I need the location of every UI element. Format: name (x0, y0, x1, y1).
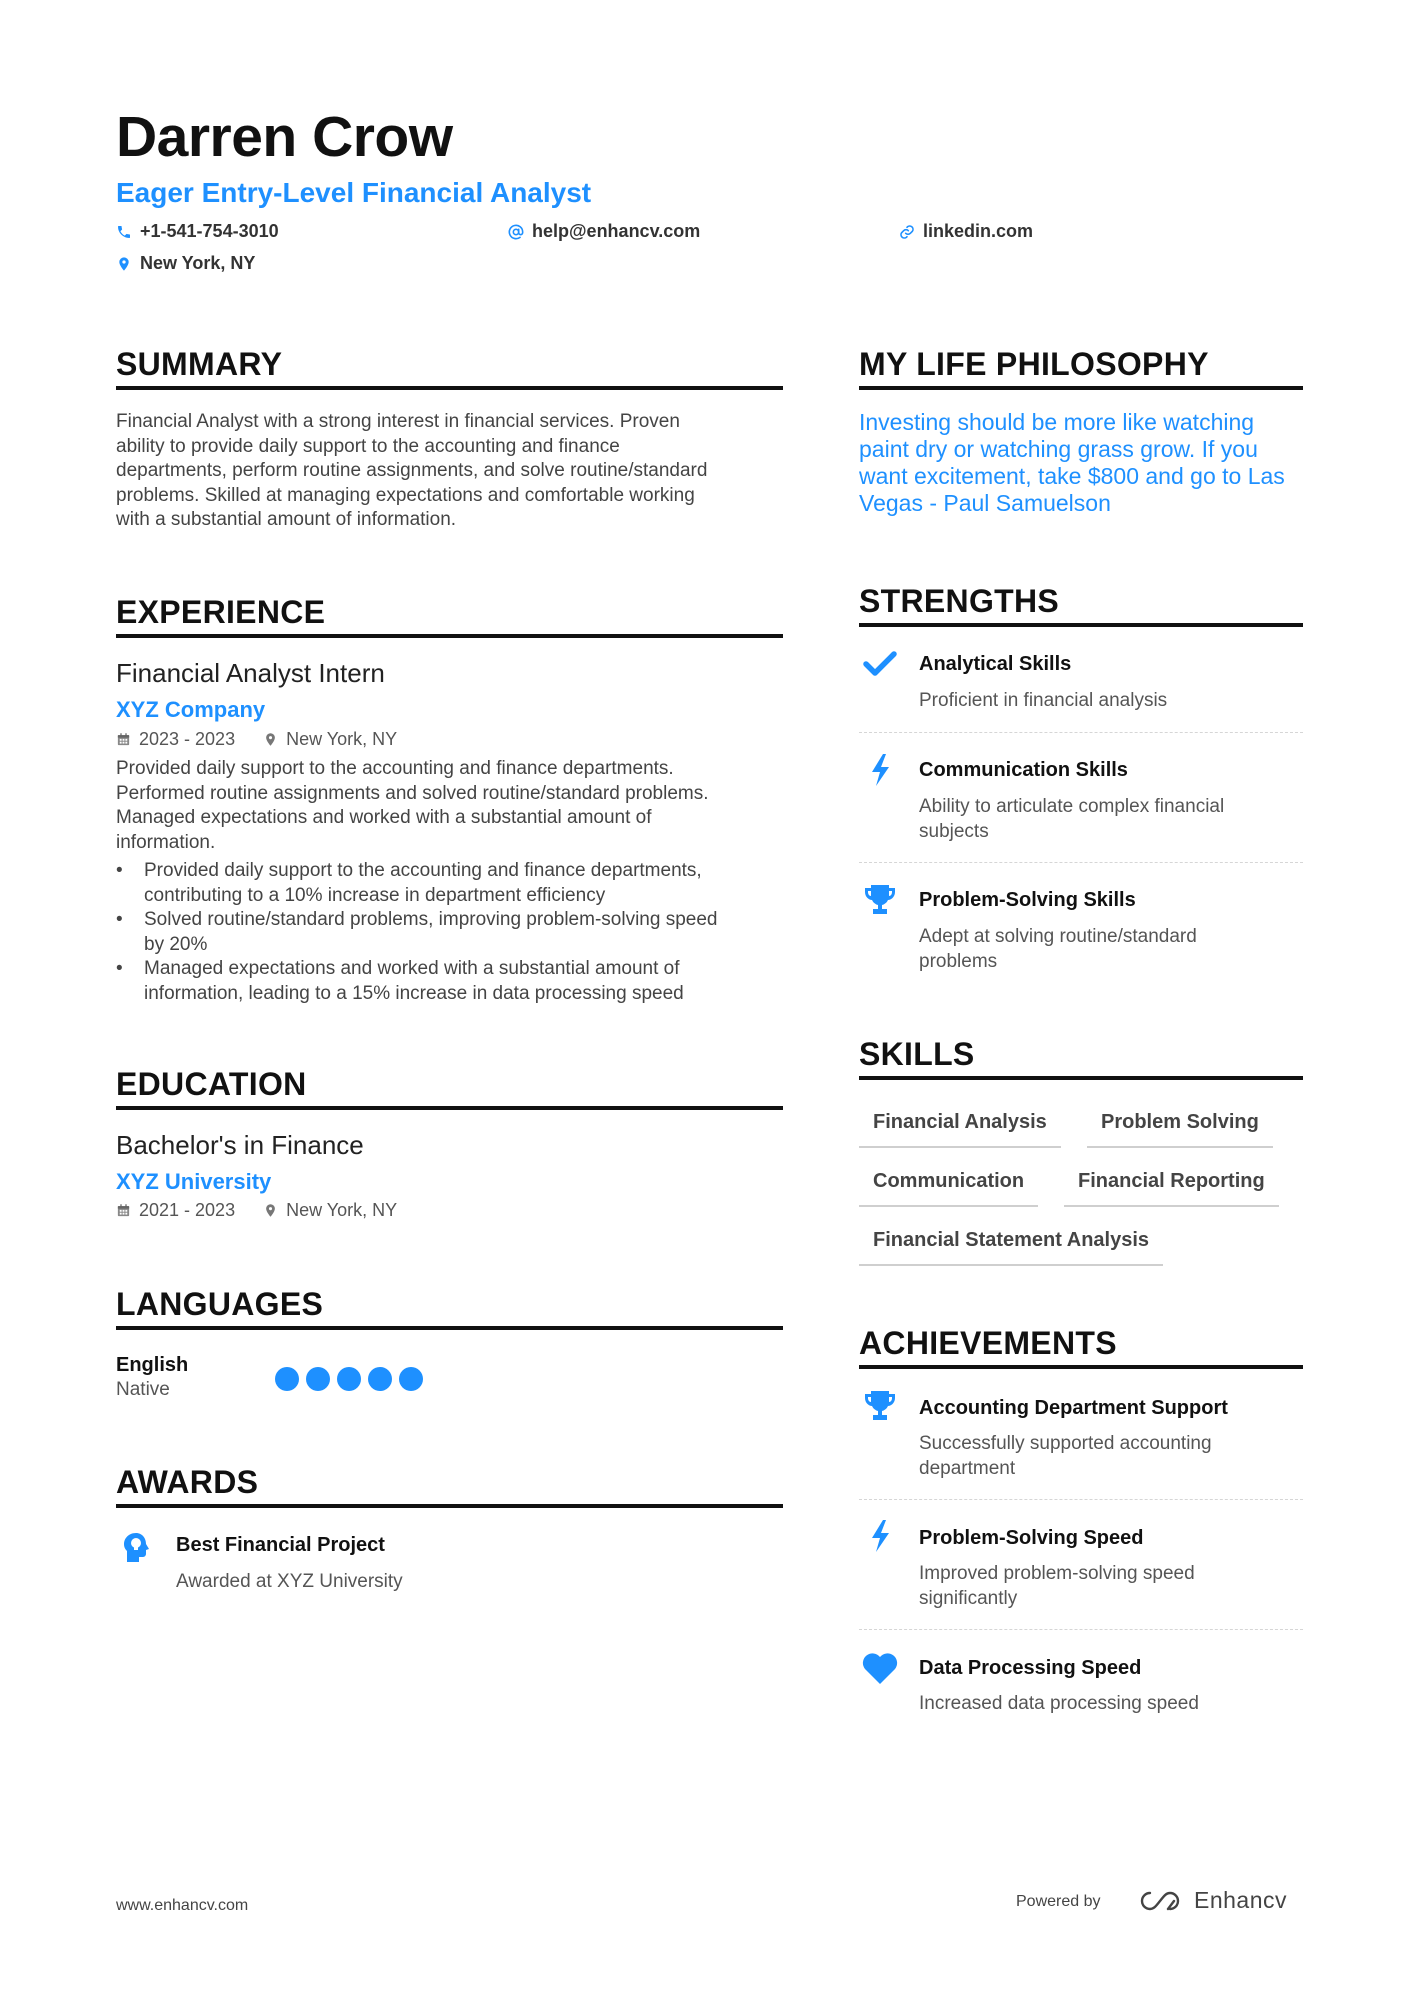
philosophy-line: want excitement, take $800 and go to Las (859, 463, 1285, 489)
achievement-desc-line: significantly (919, 1587, 1018, 1609)
checkmark-icon (862, 646, 898, 682)
achievement-desc-line: Successfully supported accounting (919, 1433, 1212, 1454)
education-rule (116, 1106, 783, 1110)
awards-heading: AWARDS (116, 1464, 259, 1500)
trophy-icon (862, 1388, 898, 1424)
achievements-rule (859, 1365, 1303, 1369)
languages-heading: LANGUAGES (116, 1286, 324, 1322)
bullet-line: contributing to a 10% increase in department efficiency (144, 884, 606, 906)
skills-rule (859, 1076, 1303, 1080)
award-desc: Awarded at XYZ University (176, 1571, 403, 1592)
education-meta (116, 1200, 397, 1221)
location-pin-icon (116, 256, 132, 272)
contact-location (116, 253, 255, 274)
experience-rule (116, 634, 783, 638)
contact-phone[interactable] (116, 221, 279, 242)
skill-tag: Problem Solving (1087, 1111, 1273, 1148)
award-title: Best Financial Project (176, 1534, 385, 1556)
infinity-logo-icon (1138, 1889, 1184, 1913)
strength-desc (919, 925, 1309, 974)
contact-phone-text: +1-541-754-3010 (140, 221, 279, 241)
skill-tag: Financial Statement Analysis (859, 1229, 1163, 1266)
experience-description (116, 757, 796, 855)
link-icon (899, 224, 915, 240)
summary-rule (116, 386, 783, 390)
experience-company: XYZ Company (116, 697, 266, 722)
skill-tag: Communication (859, 1170, 1038, 1207)
education-location: New York, NY (286, 1200, 398, 1220)
summary-line: problems. Skilled at managing expectations and comfortable working (116, 484, 695, 506)
experience-meta (116, 729, 397, 750)
experience-bullet (116, 859, 806, 908)
bullet-line: • Provided daily support to the accounting and finance departments, (144, 860, 702, 881)
contact-location-text: New York, NY (140, 253, 256, 273)
strength-title: Problem-Solving Skills (919, 889, 1136, 911)
at-icon (508, 224, 524, 240)
philosophy-heading: MY LIFE PHILOSOPHY (859, 346, 1209, 382)
rating-dot (306, 1367, 330, 1391)
enhancv-logo[interactable] (1138, 1887, 1287, 1914)
achievement-title: Data Processing Speed (919, 1657, 1142, 1679)
education-degree: Bachelor's in Finance (116, 1130, 364, 1160)
strength-desc-line: Ability to articulate complex financial (919, 796, 1225, 817)
skill-tag: Financial Analysis (859, 1111, 1061, 1148)
achievement-title: Problem-Solving Speed (919, 1527, 1144, 1549)
rating-dot (275, 1367, 299, 1391)
language-level: Native (116, 1379, 170, 1400)
strength-desc-line: subjects (919, 820, 989, 842)
heart-icon (860, 1650, 900, 1686)
education-school: XYZ University (116, 1169, 272, 1194)
strengths-heading: STRENGTHS (859, 583, 1060, 619)
strength-desc-line: Proficient in financial analysis (919, 690, 1168, 711)
philosophy-line: Investing should be more like watching (859, 409, 1255, 435)
location-pin-icon (263, 732, 278, 747)
philosophy-line: paint dry or watching grass grow. If you (859, 436, 1258, 462)
achievement-desc (919, 1432, 1309, 1481)
powered-by-text: Powered by (1016, 1893, 1101, 1910)
language-name: English (116, 1354, 189, 1376)
skill-tag: Financial Reporting (1064, 1170, 1279, 1207)
rating-dot (368, 1367, 392, 1391)
summary-line: with a substantial amount of information. (116, 509, 457, 530)
languages-rule (116, 1326, 783, 1330)
divider (859, 1629, 1303, 1630)
divider (859, 732, 1303, 733)
achievement-desc (919, 1562, 1309, 1611)
achievement-desc-line: Improved problem-solving speed (919, 1563, 1195, 1584)
contact-linkedin-text: linkedin.com (923, 221, 1034, 241)
achievement-title: Accounting Department Support (919, 1397, 1228, 1419)
rating-dot (399, 1367, 423, 1391)
bullet-line: information, leading to a 15% increase in data processing speed (144, 982, 684, 1004)
bullet-line: by 20% (144, 933, 208, 955)
strengths-rule (859, 623, 1303, 627)
bullet-line: • Solved routine/standard problems, improving problem-solving speed (144, 909, 718, 930)
head-bulb-icon (119, 1530, 155, 1566)
summary-text (116, 410, 796, 533)
lightning-icon (862, 752, 898, 788)
footer-url[interactable]: www.enhancv.com (116, 1897, 249, 1914)
summary-heading: SUMMARY (116, 346, 283, 382)
strength-desc (919, 689, 1309, 714)
education-heading: EDUCATION (116, 1066, 307, 1102)
trophy-icon (862, 882, 898, 918)
awards-rule (116, 1504, 783, 1508)
summary-line: departments, perform routine assignments, and solve routine/standard (116, 460, 708, 481)
summary-line: Financial Analyst with a strong interest in financial services. Proven (116, 411, 680, 432)
candidate-name: Darren Crow (116, 105, 453, 169)
strength-desc (919, 795, 1309, 844)
experience-desc-line: Provided daily support to the accounting and finance departments. (116, 758, 674, 779)
achievement-desc-line: department (919, 1457, 1016, 1479)
contact-email-text: help@enhancv.com (532, 221, 701, 241)
experience-heading: EXPERIENCE (116, 594, 326, 630)
philosophy-quote (859, 409, 1309, 517)
strength-desc-line: problems (919, 950, 998, 972)
experience-desc-line: Performed routine assignments and solved routine/standard problems. (116, 782, 709, 804)
achievements-heading: ACHIEVEMENTS (859, 1325, 1117, 1361)
philosophy-rule (859, 386, 1303, 390)
location-pin-icon (263, 1203, 278, 1218)
contact-linkedin[interactable] (899, 221, 1033, 242)
experience-bullet (116, 957, 806, 1006)
skills-heading: SKILLS (859, 1036, 975, 1072)
divider (859, 1499, 1303, 1500)
education-dates: 2021 - 2023 (139, 1200, 236, 1220)
experience-desc-line: Managed expectations and worked with a substantial amount of (116, 807, 652, 828)
summary-line: ability to provide daily support to the accounting and finance (116, 435, 620, 457)
experience-bullet (116, 908, 806, 957)
rating-dot (337, 1367, 361, 1391)
achievement-desc-line: Increased data processing speed (919, 1693, 1199, 1714)
divider (859, 862, 1303, 863)
experience-role: Financial Analyst Intern (116, 658, 385, 688)
experience-dates: 2023 - 2023 (139, 729, 236, 749)
calendar-icon (116, 732, 131, 747)
philosophy-line: Vegas - Paul Samuelson (859, 490, 1111, 516)
candidate-headline: Eager Entry-Level Financial Analyst (116, 177, 592, 208)
experience-bullets (116, 859, 806, 1006)
experience-desc-line: information. (116, 831, 216, 853)
brand-name: Enhancv (1194, 1887, 1288, 1913)
experience-location: New York, NY (286, 729, 398, 749)
strength-title: Analytical Skills (919, 653, 1072, 675)
achievement-desc (919, 1692, 1309, 1717)
phone-icon (116, 224, 132, 240)
strength-title: Communication Skills (919, 759, 1128, 781)
contact-email[interactable] (508, 221, 700, 242)
bullet-line: • Managed expectations and worked with a substantial amount of (144, 958, 680, 979)
strength-desc-line: Adept at solving routine/standard (919, 926, 1197, 947)
calendar-icon (116, 1203, 131, 1218)
lightning-icon (862, 1518, 898, 1554)
